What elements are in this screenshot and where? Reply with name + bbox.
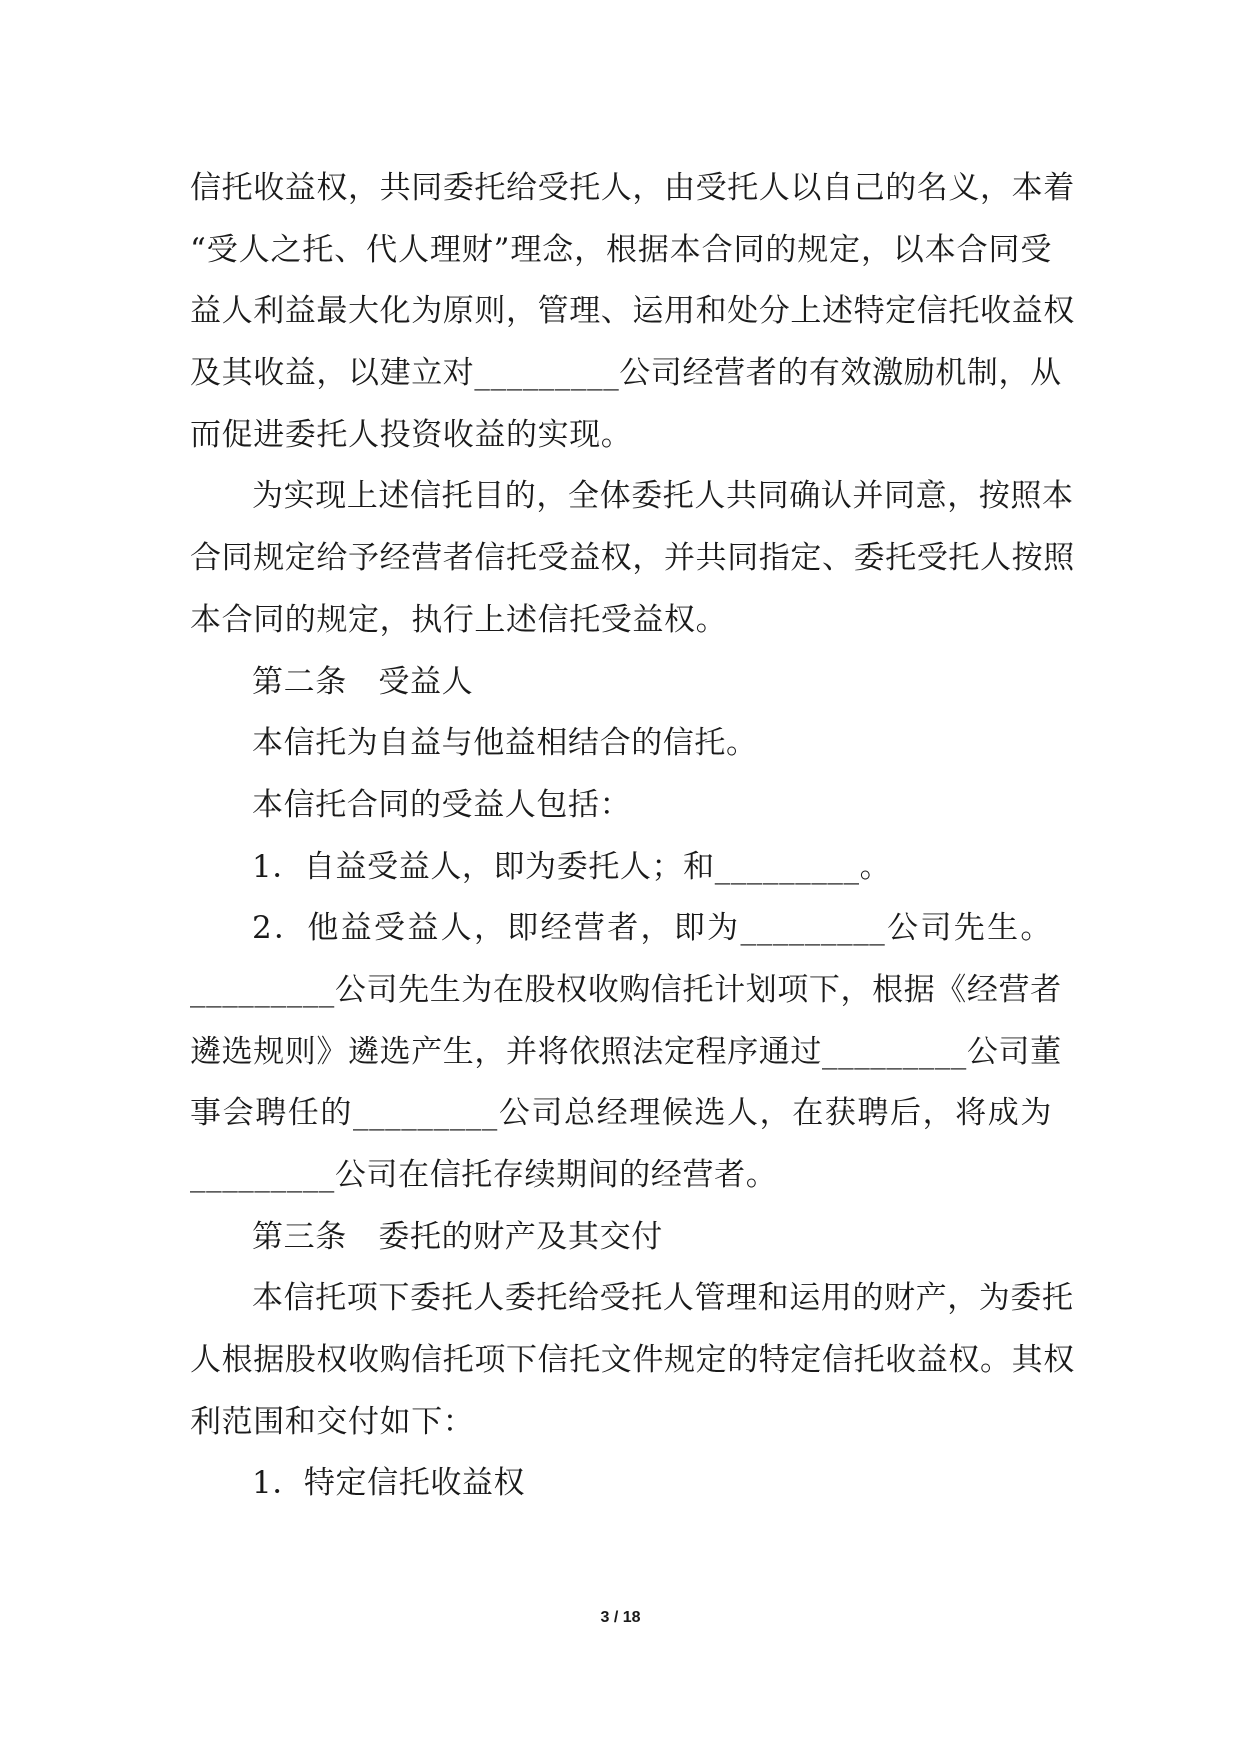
section-heading: 第二条 受益人 [252, 663, 474, 700]
paragraph-line: 本信托为自益与他益相结合的信托。 [252, 725, 758, 762]
paragraph-line: 利范围和交付如下： [190, 1403, 475, 1440]
paragraph-line: 信托收益权，共同委托给受托人，由受托人以自己的名义，本着 [190, 170, 1075, 206]
document-body [190, 158, 1075, 1515]
paragraph-line: 及其收益，以建立对_________公司经营者的有效激励机制，从 [190, 355, 1062, 392]
paragraph-line: 事会聘任的_________公司总经理候选人，在获聘后，将成为 [190, 1095, 1052, 1132]
paragraph-line: 为实现上述信托目的，全体委托人共同确认并同意，按照本 [252, 478, 1074, 515]
list-item: 1．自益受益人，即为委托人；和_________。 [252, 848, 892, 885]
paragraph-line: _________公司在信托存续期间的经营者。 [190, 1157, 778, 1193]
paragraph-line: 合同规定给予经营者信托受益权，并共同指定、委托受托人按照 [190, 540, 1075, 577]
paragraph-line: 本合同的规定，执行上述信托受益权。 [190, 601, 728, 638]
paragraph-line: 益人利益最大化为原则，管理、运用和处分上述特定信托收益权 [190, 293, 1075, 330]
paragraph-line: 遴选规则》遴选产生，并将依照法定程序通过_________公司董 [190, 1033, 1062, 1070]
page-number: 3 / 18 [600, 1609, 641, 1626]
section-heading: 第三条 委托的财产及其交付 [252, 1218, 663, 1255]
paragraph-line: 本信托合同的受益人包括： [252, 786, 632, 823]
paragraph-line: “受人之托、代人理财”理念，根据本合同的规定，以本合同受 [190, 231, 1052, 268]
list-item: 1．特定信托收益权 [252, 1465, 526, 1502]
paragraph-line: _________公司先生为在股权收购信托计划项下，根据《经营者 [190, 971, 1062, 1008]
paragraph-line: 而促进委托人投资收益的实现。 [190, 416, 633, 453]
paragraph-line: 本信托项下委托人委托给受托人管理和运用的财产，为委托 [252, 1280, 1074, 1317]
paragraph-line: 人根据股权收购信托项下信托文件规定的特定信托收益权。其权 [190, 1342, 1075, 1379]
list-item: 2．他益受益人，即经营者，即为_________公司先生。 [252, 910, 1052, 947]
